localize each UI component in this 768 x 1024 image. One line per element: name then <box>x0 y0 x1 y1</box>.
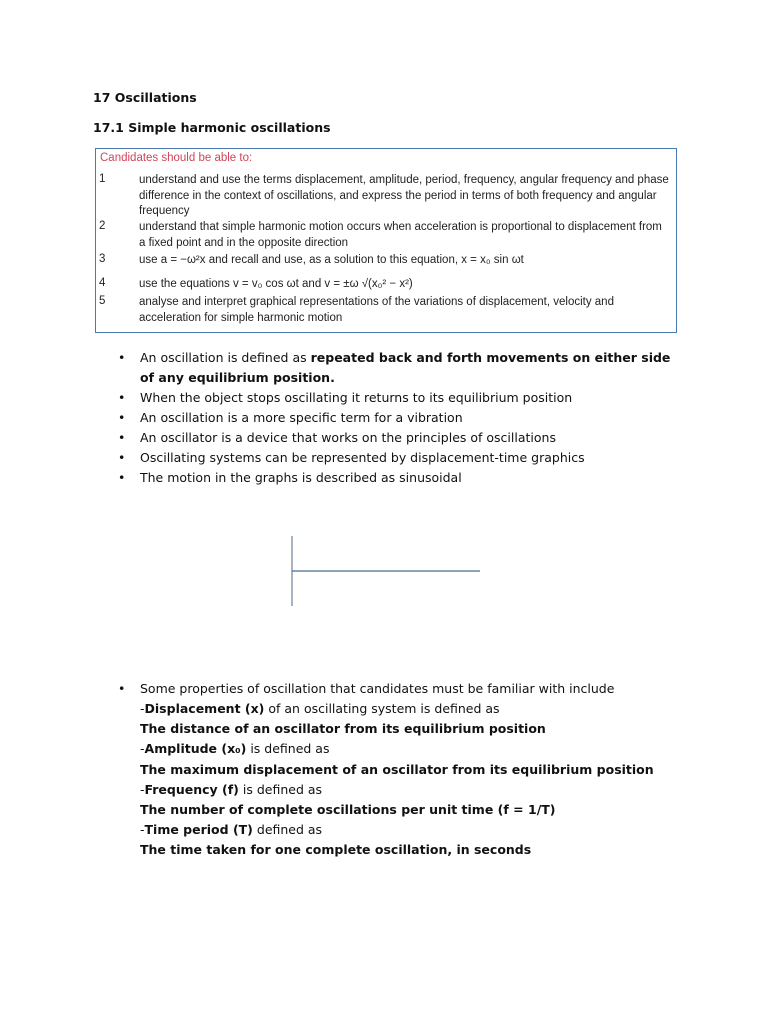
displacement-term <box>140 699 500 719</box>
syllabus-box <box>95 148 677 333</box>
frequency-term <box>140 780 322 800</box>
bullet-text: An oscillator is a device that works on the principles of oscillations <box>140 430 556 445</box>
graph-axes <box>285 532 485 610</box>
amplitude-term <box>140 739 329 759</box>
bullet-text: Some properties of oscillation that candidates must be familiar with include <box>140 681 615 696</box>
bullet-text: The motion in the graphs is described as sinusoidal <box>140 470 462 485</box>
amplitude-definition: The maximum displacement of an oscillator from its equilibrium position <box>140 762 654 777</box>
objective-text: understand that simple harmonic motion occurs when acceleration is proportional to displacement from a fixed point and in the opposite direction <box>139 221 662 249</box>
syllabus-caption: Candidates should be able to: <box>100 152 253 164</box>
bullet-icon: • <box>118 450 126 465</box>
objective-number: 1 <box>99 173 106 185</box>
term: Amplitude (x₀) <box>144 741 247 756</box>
bullet-icon: • <box>118 681 126 696</box>
term-rest: is defined as <box>238 782 323 797</box>
bullet-icon: • <box>118 410 126 425</box>
displacement-definition: The distance of an oscillator from its equilibrium position <box>140 721 546 736</box>
dash: - <box>140 822 145 837</box>
objective-text: use a = −ω²x and recall and use, as a solution to this equation, x = x₀ sin ωt <box>139 254 524 266</box>
chapter-heading: 17 Oscillations <box>93 90 197 105</box>
bullet-icon: • <box>118 350 126 365</box>
term-rest: defined as <box>252 822 323 837</box>
objective-text: use the equations v = v₀ cos ωt and v = ±ω √(x₀² − x²) <box>139 278 413 290</box>
objective-number: 4 <box>99 277 106 289</box>
term-rest: of an oscillating system is defined as <box>264 701 500 716</box>
bullet-text: Oscillating systems can be represented by displacement-time graphics <box>140 450 585 465</box>
objective-text: understand and use the terms displacement, amplitude, period, frequency, angular frequency and phase difference in the context of oscillations, and express the period in terms of both frequency and angular frequency <box>139 174 669 217</box>
period-definition: The time taken for one complete oscillation, in seconds <box>140 842 532 857</box>
term: Time period (T) <box>144 822 253 837</box>
term-rest: is defined as <box>246 741 330 756</box>
bullet-text-plain: An oscillation is defined as <box>140 350 311 365</box>
term: Frequency (f) <box>144 782 239 797</box>
objective-number: 5 <box>99 295 106 307</box>
objective-number: 3 <box>99 253 106 265</box>
objective-number: 2 <box>99 220 106 232</box>
term: Displacement (x) <box>144 701 265 716</box>
bullet-text: An oscillation is a more specific term for a vibration <box>140 410 463 425</box>
bullet-text <box>140 348 680 388</box>
bullet-icon: • <box>118 390 126 405</box>
dash: - <box>140 782 145 797</box>
bullet-icon: • <box>118 470 126 485</box>
frequency-definition: The number of complete oscillations per unit time (f = 1/T) <box>140 802 556 817</box>
dash: - <box>140 741 145 756</box>
objective-text: analyse and interpret graphical representations of the variations of displacement, velocity and acceleration for simple harmonic motion <box>139 296 614 324</box>
bullet-text-bold: repeated back and forth movements on either side of any equilibrium position. <box>140 350 671 385</box>
dash: - <box>140 701 145 716</box>
bullet-text: When the object stops oscillating it returns to its equilibrium position <box>140 390 573 405</box>
bullet-icon: • <box>118 430 126 445</box>
section-heading: 17.1 Simple harmonic oscillations <box>93 120 331 135</box>
period-term <box>140 820 322 840</box>
